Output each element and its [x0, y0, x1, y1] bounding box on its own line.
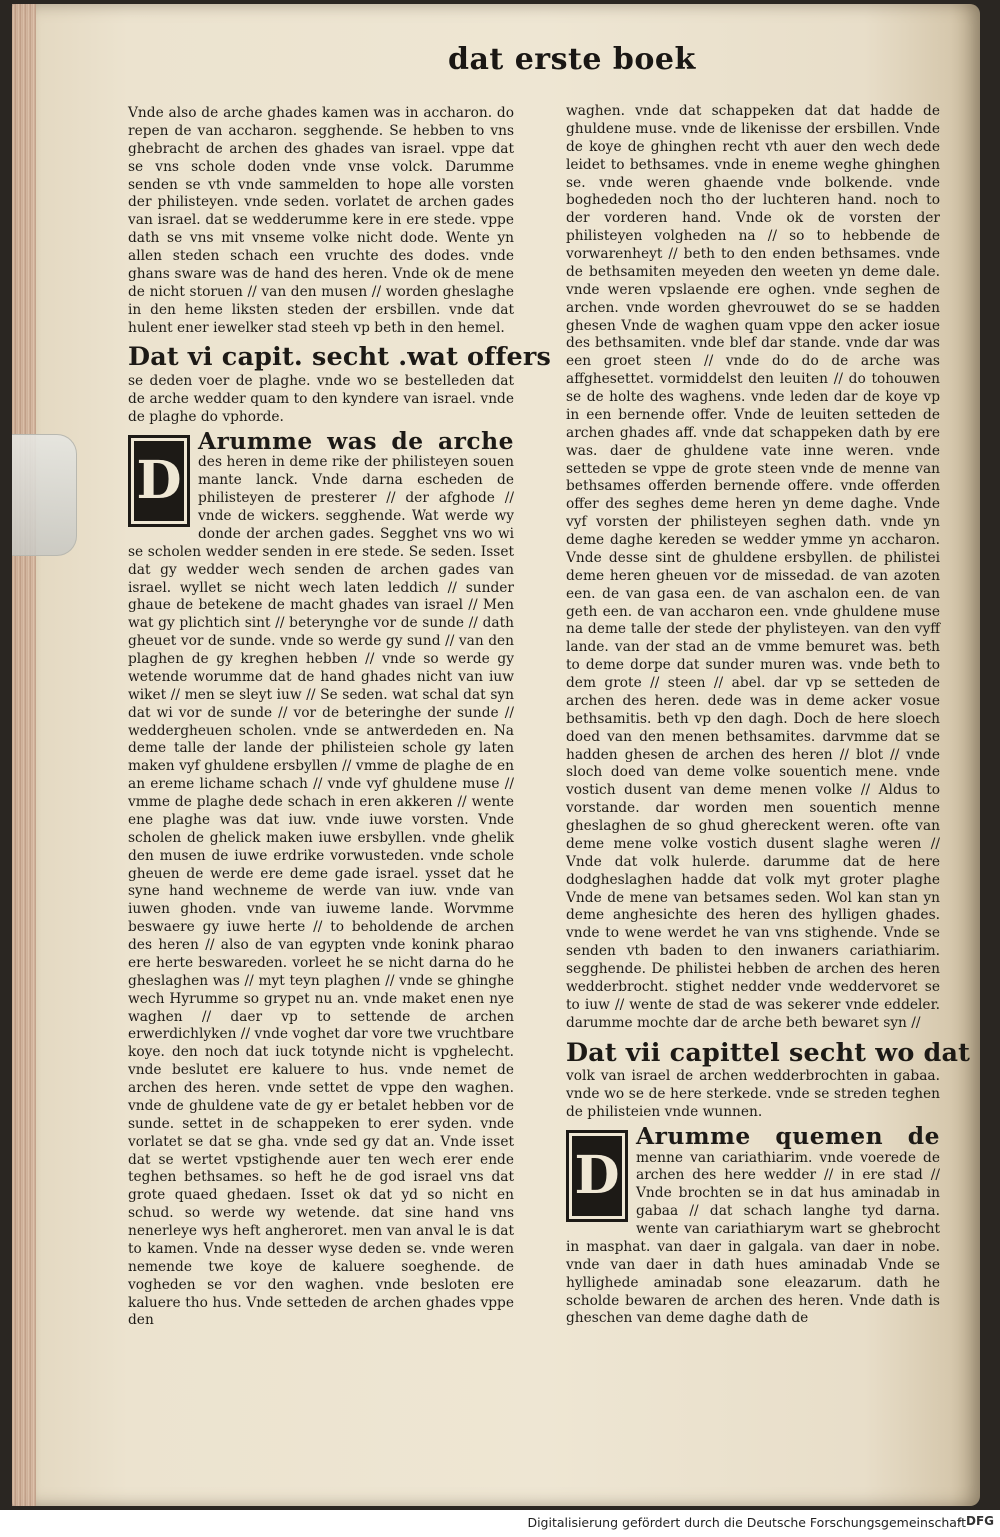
- footer-bar: [0, 1510, 1000, 1537]
- chapter-summary-vii: volk van israel de archen wedderbrochten in gabaa. vnde wo se de here sterkede. vnde se streden teghen de philisteien vnde wunnen.: [566, 1068, 940, 1120]
- chapter-opening-vii: [566, 1121, 940, 1329]
- chapter-heading-vi: Dat vi capit. secht .wat offers: [128, 341, 551, 372]
- running-head: dat erste boek: [448, 42, 696, 77]
- right-paragraph-1: waghen. vnde dat schappeken dat dat hadde de ghuldene muse. vnde de likenisse der ersbillen. Vnde de koye de ghinghen recht vth auer den wech dede leidet to bethsames. vnde in eneme weghe ghinghen se. vnde weren ghaende vnde bolkende. vnde boghededen noch tho der luchteren hand. noch to der vorderen hand. Vnde ok de vorsten der philisteyen volgheden na // so to hebbende de vorwarenheyt // beth to den enden bethsames. vnde de bethsamiten meyeden den weeten yn deme dale. vnde weren vpslaende ere oghen. vnde seghen de archen. vnde worden ghevrouwet do se se hadden ghesen Vnde de waghen quam vppe den acker iosue des bethsamiten. vnde blef dar stande. vnde dar was een groet steen // vnde do do de arche was affghesettet. vormiddelst den leuiten // do tohouwen se de holte des waghens. vnde leden dar de koye vp in een bernende offer. Vnde de leuiten setteden de archen ghades aff. vnde dat schappeken dath by ere was. daer de ghuldene vate inne weren. vnde setteden se vppe de grote steen vnde de menne van bethsames offerden bernende offere. vnde offerden offer des seghes deme heren yn deme daghe. Vnde vyf vorsten der philisteyen seghen dath. vnde yn deme daghe kereden se wedder ymme yn accharon. Vnde desse sint de ghuldene ersbyllen. de philistei deme heren gheuen vor de missedad. de van azoten een. de van gasa een. de van aschalon een. de van geth een. de van accharon een. vnde ghuldene muse na deme talle der stede der phylisteyen. van den vyff lande. van der stad an de vmme bemuret was. beth to deme dorpe dat sunder muren was. vnde beth to dem grote // steen // abel. dar vp se setteden de archen des heren. dede was in deme acker vosue bethsamitis. beth vp den dagh. Doch de here sloech doed van den menen bethsamites. darvmme dat se hadden ghesen de archen des heren // blot // vnde sloch doed van deme volke souentich mene. vnde vostich dusent van deme menen volke // Aldus to vorstande. dar worden men souentich menne gheslaghen de so ghud ghereckent weren. ofte van deme mene volke vostich dusent slaghe weren // Vnde dat volk hulerde. darumme dat de here dodgheslaghen hadde dat volk myt groter plaghe Vnde de mene van betsames seden. Wol kan stan yn deme anghesichte des heren des hylligen ghades. vnde to wene werdet he van vns stighende. Vnde se senden vth baden to den inwaners cariathiarim. segghende. De philistei hebben de archen des heren wedderbrocht. stighet nedder vnde weddervoret se to iuw // wente de stad de was sekerer vnde eddeler. darumme mochte dar de arche beth bewaret syn //: [566, 103, 940, 1031]
- chapter-heading-vii: Dat vii capittel secht wo dat: [566, 1036, 971, 1067]
- page-edge-stack: [12, 4, 36, 1506]
- chapter-summary-vi: se deden voer de plaghe. vnde wo se bestelleden dat de arche wedder quam to den kyndere van israel. vnde de plaghe do vphorde.: [128, 372, 514, 425]
- dfg-logo: · DFG: [957, 1514, 994, 1528]
- left-paragraph-1: Vnde also de arche ghades kamen was in accharon. do repen de van accharon. segghende. Se hebben to vns ghebracht de archen des ghades van israel. vppe dat se vns schole doden vnde vnse volck. Darumme senden se vth vnde sammelden to hope alle vorsten der philisteyen. vnde seden. vorlatet de archen gades van israel. dat se wedderumme kere in ere stede. vppe dath se vns mit vnseme volke nicht dode. Wente yn allen steden schach een vruchte des dodes. vnde ghans sware was de hand des heren. Vnde ok de mene de nicht storuen // van den musen // worden gheslaghe in den heme liksten steden der ersbillen. vnde dat hulent ener iewelker stad steeh vp beth in den hemel.: [128, 105, 514, 336]
- left-column: [128, 105, 551, 1330]
- opening-words: Arumme quemen de: [636, 1121, 940, 1150]
- funding-credit: Digitalisierung gefördert durch die Deutsche Forschungsgemeinschaft: [527, 1515, 966, 1530]
- decorated-initial: D: [566, 1130, 628, 1222]
- page-clip: [12, 434, 77, 556]
- opening-words: Arumme was de arche: [198, 426, 514, 455]
- left-paragraph-2: des heren in deme rike der philisteyen souen mante lanck. Vnde darna escheden de philisteyen de presterer // der afghode // vnde de wickers. segghende. Wat werde wy donde der archen gades. Segghet vns wo wi se scholen wedder senden in ere stede. Se seden. Isset dat gy wedder wech senden de archen gades van israel. wyllet se nicht wech laten leddich // sunder ghaue de betekene de macht ghades van israel // Men wat gy plichtich sint // beterynghe vor de sunde // dath gheuet vor de sunde. vnde so werde gy sund // van den plaghen de gy kreghen hebben // vnde so werde gy wetende worumme dat de hand ghades nicht van iuw wiket // men se sleyt iuw // Se seden. wat schal dat syn dat wi vor de sunde // vor de beteringhe der sunde // weddergheuen scholen. vnde se antwerdeden en. Na deme talle der lande der philisteien schole gy laten maken vyf ghuldene ersbyllen // vmme de plaghe de en an ereme lichame schach // vnde vyf ghuldene muse // vmme de plaghe dede schach in eren akkeren // wente ene plaghe was dat iuw. vnde iuwe vorsten. Vnde scholen de ghelick maken iuwe ersbyllen. vnde ghelik den musen de iuwe erdrike vorwusteden. vnde schole gheuen de werde ere deme gade israel. ysset dat he syne hand wechneme de werde van iuw. vnde van iuwen ghoden. vnde van iuweme lande. Worvmme beswaere gy iuwe herte // to beholdende de archen des heren // also de van egypten vnde konink pharao ere herte beswareden. vorleet he se nicht darna do he gheslaghen was // myt teyn plaghen // vnde se ghinghe wech Hyrumme so grypet nu an. vnde maket enen nye waghen // daer vp to settende de archen erwerdichlyken // vnde voghet dar vore twe vruchtbare koye. den noch dat iuck totynde nicht is vpghelecht. vnde beslutet ere kaluere to hus. vnde nemet de archen des heren. vnde settet de vppe den waghen. vnde de ghuldene vate de gy er betalet hebben vor de sunde. settet in de schappeken to erer syden. vnde vorlatet se dat se gha. vnde sed gy dat an. Vnde isset dat se wertet vpstighende auer ten wech erer ende teghen bethsames. so heft he de god israel vns dat grote quaed ghedaen. Isset ok dat yd so nicht en schud. so werde wy wetende. dat sine hand vns nenerleye wys heft angheroret. men van anval le is dat to kamen. Vnde na desser wyse deden se. vnde weren nemende twe koye de kaluere soeghende. de vogheden se vor den waghen. vnde besloten ere kaluere tho hus. Vnde setteden de archen ghades vppe den: [128, 454, 514, 1329]
- right-column: [566, 103, 971, 1328]
- right-paragraph-2: menne van cariathiarim. vnde voerede de archen des here wedder // in ere stad // Vnde brochten se in dat hus aminadab in gabaa // dat schach langhe tyd darna. wente van cariathiarym wart se ghebrocht in masphat. van daer in galgala. van daer in nobe. vnde van daer in dath hues aminadab Vnde se hyllighede aminadab sone eleazarum. dath he scholde bewaren de archen des heren. Vnde dath is gheschen van deme daghe dath de: [566, 1149, 940, 1327]
- chapter-opening-vi: [128, 426, 514, 1331]
- decorated-initial: D: [128, 435, 190, 527]
